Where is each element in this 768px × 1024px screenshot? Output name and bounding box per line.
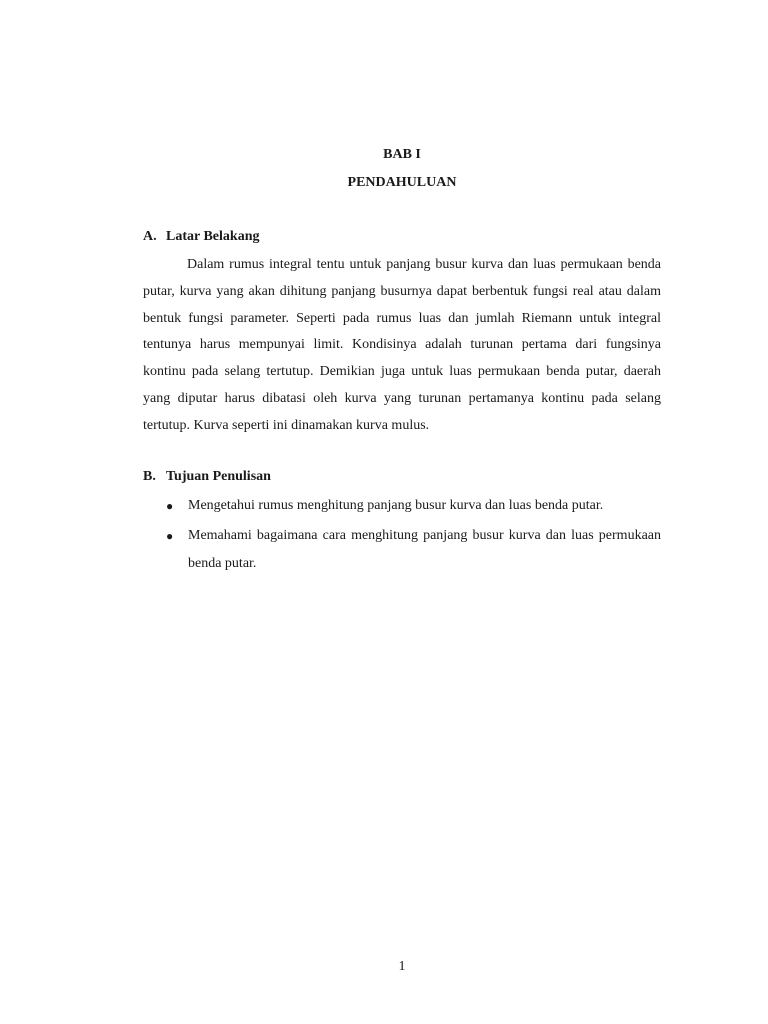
- list-item: [143, 522, 661, 578]
- list-item-text: Mengetahui rumus menghitung panjang busur kurva dan luas benda putar.: [188, 498, 604, 513]
- chapter-title: PENDAHULUAN: [347, 175, 457, 190]
- bullet-icon: ●: [166, 499, 174, 513]
- latar-belakang-paragraph: Dalam rumus integral tentu untuk panjang busur kurva dan luas permukaan benda putar, kurva yang akan dihitung panjang busurnya dapat berbentuk fungsi real atau dalam bentuk fungsi parameter. Seperti pada rumus luas dan jumlah Riemann untuk integral tentunya harus mempunyai limit. Kondisinya adalah turunan pertama dari fungsinya kontinu pada selang tertutup. Demikian juga untuk luas permukaan benda putar, daerah yang diputar harus dibatasi oleh kurva yang turunan pertamanya kontinu pada selang tertutup. Kurva seperti ini dinamakan kurva mulus.: [143, 257, 661, 433]
- section-letter: A.: [143, 229, 157, 244]
- tujuan-bullet-list: [143, 492, 661, 580]
- chapter-number: BAB I: [383, 147, 421, 162]
- page-number: 1: [398, 959, 406, 974]
- section-heading-tujuan-penulisan: [143, 469, 271, 485]
- bullet-icon: ●: [166, 529, 174, 543]
- section-title: Tujuan Penulisan: [166, 469, 271, 484]
- section-title: Latar Belakang: [166, 229, 260, 244]
- section-letter: B.: [143, 469, 156, 484]
- list-item: [143, 492, 661, 520]
- section-heading-latar-belakang: [143, 229, 259, 245]
- list-item-text: Memahami bagaimana cara menghitung panjang busur kurva dan luas permukaan benda putar.: [188, 528, 661, 571]
